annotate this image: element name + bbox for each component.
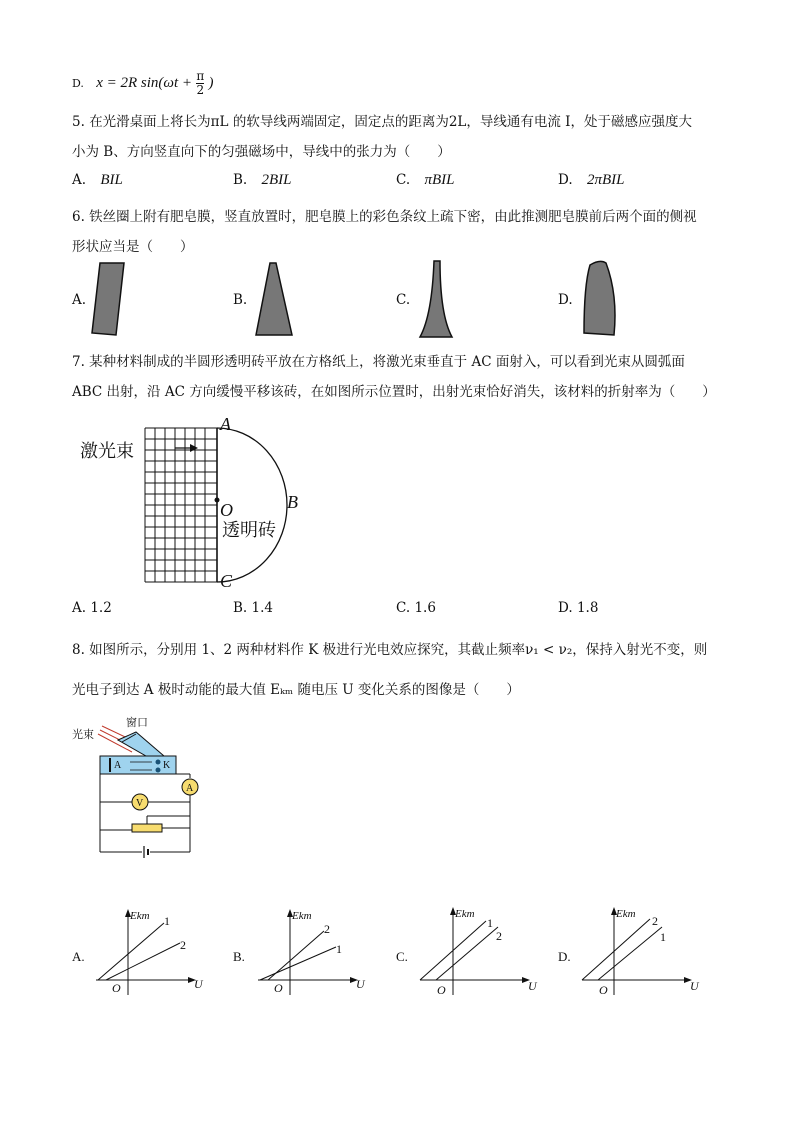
q8-graph-b-yaxis: Ekm [292,910,312,922]
q8-stem-line2: 光电子到达 A 极时动能的最大值 Eₖₘ 随电压 U 变化关系的图像是（ ） [72,682,520,698]
q5-number: 5. [72,114,85,130]
q7-option-d-label: D. [558,600,573,616]
q8-graph-c-yaxis: Ekm [455,908,475,920]
q5-stem-line1 [72,110,692,130]
q8-graph-c-line1: 1 [487,916,493,930]
q7-stem-line1: 7. 某种材料制成的半圆形透明砖平放在方格纸上，将激光束垂直于 AC 面射入，可以看到光束从圆弧面 [72,354,685,370]
q5-option-a-text: BIL [100,172,123,188]
q4-option-d-label: D. [72,77,84,90]
q7-stem-line2: ABC 出射，沿 AC 方向缓慢平移该砖，在如图所示位置时，出射光束恰好消失，该材料的折射率为（ ） [72,384,716,400]
q8-rheostat [132,824,162,832]
q8-graph-a-line1: 1 [164,914,170,928]
q8-label-electrode-k: K [163,760,171,771]
q4-frac-den: 2 [196,83,205,97]
q4-frac-num: π [196,69,205,83]
q7-label-brick: 透明砖 [222,520,276,541]
q8-circuit [70,712,210,864]
q4-option-d [72,70,214,97]
q6-option-d-label: D. [558,292,573,308]
q6-shape-d [584,261,615,335]
q4-close-paren: ) [208,75,214,91]
q8-graph-d-line1: 2 [652,914,658,928]
q8-graph-a-line2: 2 [180,938,186,952]
q8-stem-line1: 8. 如图所示，分别用 1、2 两种材料作 K 极进行光电效应探究，其截止频率ν₁ < ν₂，保持入射光不变，则 [72,642,708,658]
q5-option-b [233,172,292,189]
q6-shape-c [420,261,452,337]
q8-graph-a-label: A. [72,949,85,964]
q7-center-dot [215,498,220,503]
q8-graph-c [396,907,538,997]
q7-label-o: O [220,500,233,520]
q8-label-ammeter: A [186,783,194,794]
q8-graph-d [558,907,700,997]
q6-shape-a [92,263,124,335]
q8-label-window: 窗口 [126,716,148,729]
q7-label-b: B [287,492,298,512]
q8-graph-a-yaxis: Ekm [130,910,150,922]
q8-graph-d-label: D. [558,949,571,964]
q8-graph-c-line2: 2 [496,929,502,943]
q7-option-c-text: 1.6 [414,600,436,616]
q8-label-electrode-a: A [114,760,122,771]
q6-option-b-label: B. [233,292,248,308]
q8-graph-d-origin: O [599,983,608,997]
q8-graph-c-xaxis: U [528,979,537,993]
q7-option-b-text: 1.4 [251,600,273,616]
q7-option-b [233,600,273,616]
q8-graph-a-origin: O [112,981,121,995]
q8-graph-b-line2: 1 [336,942,342,956]
q7-label-c: C [220,571,233,591]
q5-option-a [72,172,123,189]
q8-graph-d-yaxis: Ekm [616,908,636,920]
q5-option-c-label: C. [396,172,411,188]
q8-label-beam: 光束 [72,728,94,741]
q5-option-d-text: 2πBIL [586,172,625,188]
q8-graph-d-xaxis: U [690,979,699,993]
q7-option-d [558,600,598,616]
q5-option-b-label: B. [233,172,248,188]
q8-label-voltmeter: V [136,798,144,809]
q8-graph-a [72,909,204,995]
q5-stem-line2: 小为 B、方向竖直向下的匀强磁场中，导线中的张力为（ ） [72,144,451,160]
q7-label-laser: 激光束 [80,441,134,462]
q8-graph-b-line1: 2 [324,922,330,936]
q5-option-c [396,172,454,189]
q4-fraction [196,70,204,97]
q8-graph-b-label: B. [233,949,245,964]
q4-option-d-formula: x = 2R sin(ωt + [96,75,193,91]
q6-stem-line2: 形状应当是（ ） [72,239,194,255]
q7-label-a: A [220,414,231,434]
q8-graph-b-origin: O [274,981,283,995]
q5-line1: 在光滑桌面上将长为πL 的软导线两端固定，固定点的距离为2L，导线通有电流 I，处于磁感应强度大 [89,114,692,130]
q7-option-a [72,600,112,616]
q7-option-d-text: 1.8 [576,600,599,616]
q7-option-c [396,600,436,616]
q6-option-c-label: C. [396,292,411,308]
q6-stem-line1: 6. 铁丝圈上附有肥皂膜，竖直放置时，肥皂膜上的彩色条纹上疏下密，由此推测肥皂膜前后两个面的侧视 [72,209,697,225]
q8-graph-b [233,909,366,995]
q6-shapes [0,255,794,345]
q8-graph-b-xaxis: U [356,977,365,991]
q5-option-d-label: D. [558,172,573,188]
q5-option-b-text: 2BIL [261,172,292,188]
q5-option-c-text: πBIL [424,172,455,188]
q7-option-a-label: A. [72,600,87,616]
q8-graph-c-origin: O [437,983,446,997]
q5-option-d [558,172,624,189]
q8-graph-c-label: C. [396,949,408,964]
q7-option-c-label: C. [396,600,411,616]
q7-figure [70,410,330,595]
q8-graph-d-line2: 1 [660,930,666,944]
q7-option-a-text: 1.2 [90,600,112,616]
q7-option-b-label: B. [233,600,248,616]
q7-grid [145,428,217,582]
q6-option-a-label: A. [72,292,87,308]
q8-graphs [68,905,748,1005]
q5-option-a-label: A. [72,172,87,188]
q8-graph-a-xaxis: U [194,977,203,991]
q6-shape-b [256,263,292,335]
